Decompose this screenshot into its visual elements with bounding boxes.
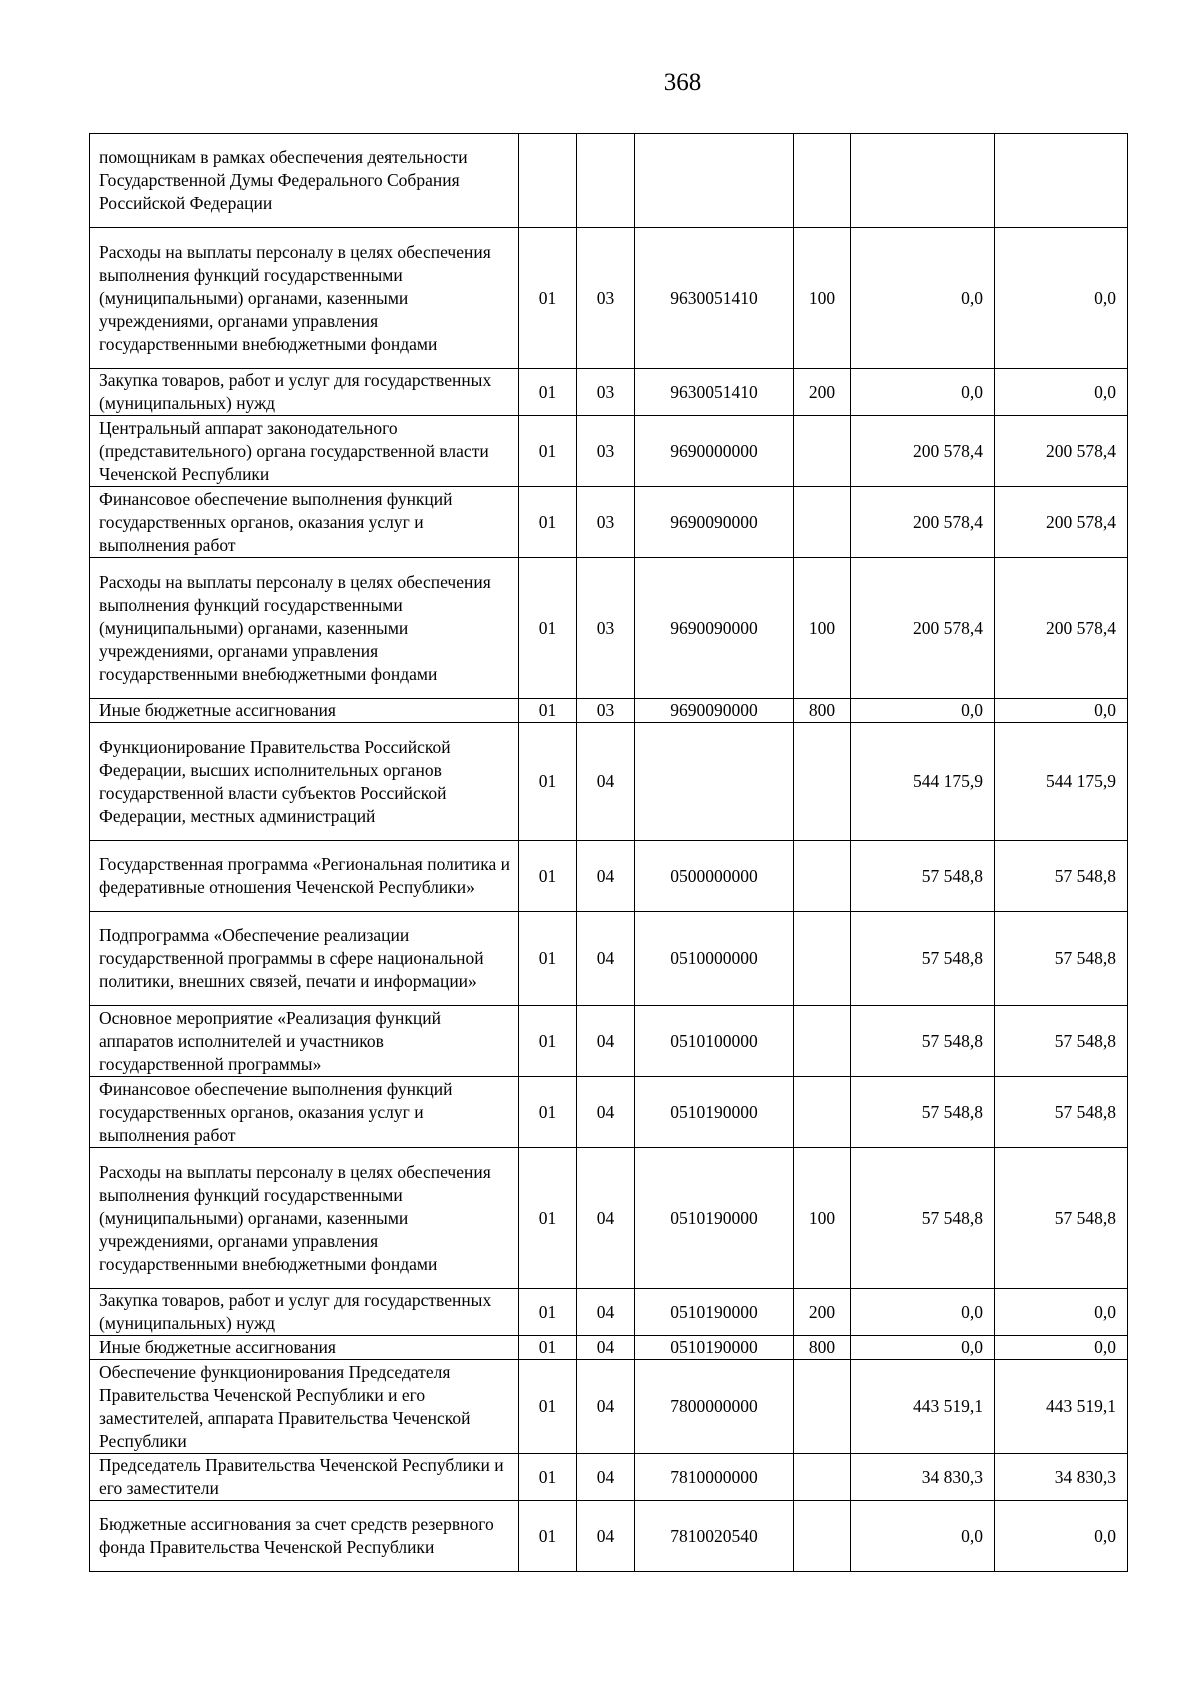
amount-year-1: 57 548,8	[851, 841, 995, 912]
expense-type-code: 800	[794, 1336, 851, 1360]
amount-year-1	[851, 134, 995, 228]
target-article-code: 9690000000	[635, 416, 794, 487]
amount-year-2: 57 548,8	[995, 841, 1128, 912]
amount-year-1: 0,0	[851, 1501, 995, 1572]
amount-year-1: 34 830,3	[851, 1454, 995, 1501]
expense-type-code	[794, 912, 851, 1006]
amount-year-1: 0,0	[851, 1289, 995, 1336]
table-row	[90, 699, 1128, 723]
section-code: 01	[519, 1006, 577, 1077]
row-description: Председатель Правительства Чеченской Республики и его заместители	[90, 1454, 519, 1501]
table-row	[90, 1077, 1128, 1148]
target-article-code: 9630051410	[635, 369, 794, 416]
target-article-code: 0510190000	[635, 1148, 794, 1289]
expense-type-code: 200	[794, 1289, 851, 1336]
page-number: 368	[663, 69, 702, 96]
amount-year-1: 0,0	[851, 1336, 995, 1360]
row-description: Расходы на выплаты персоналу в целях обеспечения выполнения функций государственными (муниципальными) органами, казенными учреждениями, органами управления государственными внебюджетными фондами	[90, 1148, 519, 1289]
section-code: 01	[519, 912, 577, 1006]
row-description: Подпрограмма «Обеспечение реализации государственной программы в сфере национальной политики, внешних связей, печати и информации»	[90, 912, 519, 1006]
amount-year-2: 0,0	[995, 1336, 1128, 1360]
target-article-code: 0510100000	[635, 1006, 794, 1077]
amount-year-1: 57 548,8	[851, 1077, 995, 1148]
expense-type-code: 200	[794, 369, 851, 416]
target-article-code: 9690090000	[635, 487, 794, 558]
table-body	[90, 134, 1128, 1572]
row-description: Закупка товаров, работ и услуг для государственных (муниципальных) нужд	[90, 369, 519, 416]
section-code: 01	[519, 699, 577, 723]
amount-year-1: 57 548,8	[851, 1148, 995, 1289]
subsection-code: 04	[577, 1006, 635, 1077]
subsection-code: 03	[577, 558, 635, 699]
table-row	[90, 1360, 1128, 1454]
section-code: 01	[519, 1501, 577, 1572]
row-description: Центральный аппарат законодательного (представительного) органа государственной власти Чеченской Республики	[90, 416, 519, 487]
table-row	[90, 723, 1128, 841]
amount-year-1: 0,0	[851, 228, 995, 369]
amount-year-1: 443 519,1	[851, 1360, 995, 1454]
expense-type-code	[794, 134, 851, 228]
row-description: Обеспечение функционирования Председателя Правительства Чеченской Республики и его заместителей, аппарата Правительства Чеченской Республики	[90, 1360, 519, 1454]
expense-type-code	[794, 723, 851, 841]
subsection-code: 04	[577, 1360, 635, 1454]
row-description: Иные бюджетные ассигнования	[90, 1336, 519, 1360]
amount-year-2: 200 578,4	[995, 416, 1128, 487]
expense-type-code: 100	[794, 228, 851, 369]
target-article-code	[635, 723, 794, 841]
subsection-code: 03	[577, 369, 635, 416]
section-code: 01	[519, 487, 577, 558]
row-description: Закупка товаров, работ и услуг для государственных (муниципальных) нужд	[90, 1289, 519, 1336]
subsection-code: 04	[577, 1336, 635, 1360]
amount-year-2: 57 548,8	[995, 1148, 1128, 1289]
amount-year-2: 544 175,9	[995, 723, 1128, 841]
section-code: 01	[519, 1336, 577, 1360]
table-row	[90, 134, 1128, 228]
row-description: Государственная программа «Региональная политика и федеративные отношения Чеченской Республики»	[90, 841, 519, 912]
subsection-code: 04	[577, 1148, 635, 1289]
expense-type-code	[794, 841, 851, 912]
subsection-code: 04	[577, 1077, 635, 1148]
subsection-code: 04	[577, 1454, 635, 1501]
target-article-code: 9630051410	[635, 228, 794, 369]
subsection-code: 03	[577, 228, 635, 369]
section-code: 01	[519, 1077, 577, 1148]
expense-type-code	[794, 487, 851, 558]
row-description: Иные бюджетные ассигнования	[90, 699, 519, 723]
target-article-code: 0500000000	[635, 841, 794, 912]
expense-type-code	[794, 1454, 851, 1501]
section-code: 01	[519, 841, 577, 912]
target-article-code: 0510190000	[635, 1077, 794, 1148]
amount-year-1: 57 548,8	[851, 1006, 995, 1077]
expense-type-code: 100	[794, 558, 851, 699]
amount-year-1: 0,0	[851, 699, 995, 723]
amount-year-1: 200 578,4	[851, 558, 995, 699]
expense-type-code: 100	[794, 1148, 851, 1289]
amount-year-2: 200 578,4	[995, 558, 1128, 699]
table-row	[90, 841, 1128, 912]
section-code: 01	[519, 1289, 577, 1336]
expense-type-code	[794, 416, 851, 487]
expense-type-code: 800	[794, 699, 851, 723]
amount-year-1: 544 175,9	[851, 723, 995, 841]
table-row	[90, 558, 1128, 699]
table-row	[90, 487, 1128, 558]
subsection-code	[577, 134, 635, 228]
amount-year-2: 443 519,1	[995, 1360, 1128, 1454]
target-article-code: 9690090000	[635, 699, 794, 723]
section-code	[519, 134, 577, 228]
expense-type-code	[794, 1360, 851, 1454]
amount-year-2: 0,0	[995, 369, 1128, 416]
amount-year-1: 200 578,4	[851, 416, 995, 487]
amount-year-2: 57 548,8	[995, 1077, 1128, 1148]
target-article-code	[635, 134, 794, 228]
amount-year-2: 0,0	[995, 228, 1128, 369]
subsection-code: 03	[577, 487, 635, 558]
amount-year-2: 0,0	[995, 1501, 1128, 1572]
expense-type-code	[794, 1006, 851, 1077]
amount-year-2: 0,0	[995, 1289, 1128, 1336]
target-article-code: 9690090000	[635, 558, 794, 699]
amount-year-2: 57 548,8	[995, 912, 1128, 1006]
subsection-code: 03	[577, 416, 635, 487]
amount-year-2: 34 830,3	[995, 1454, 1128, 1501]
table-row	[90, 1148, 1128, 1289]
section-code: 01	[519, 1360, 577, 1454]
subsection-code: 04	[577, 1289, 635, 1336]
expense-type-code	[794, 1501, 851, 1572]
subsection-code: 03	[577, 699, 635, 723]
table-row	[90, 416, 1128, 487]
amount-year-1: 57 548,8	[851, 912, 995, 1006]
row-description: Расходы на выплаты персоналу в целях обеспечения выполнения функций государственными (муниципальными) органами, казенными учреждениями, органами управления государственными внебюджетными фондами	[90, 228, 519, 369]
amount-year-2	[995, 134, 1128, 228]
budget-table	[89, 133, 1128, 1572]
subsection-code: 04	[577, 1501, 635, 1572]
row-description: Финансовое обеспечение выполнения функций государственных органов, оказания услуг и выполнения работ	[90, 487, 519, 558]
section-code: 01	[519, 228, 577, 369]
section-code: 01	[519, 558, 577, 699]
target-article-code: 0510000000	[635, 912, 794, 1006]
subsection-code: 04	[577, 723, 635, 841]
table-row	[90, 369, 1128, 416]
table-row	[90, 1336, 1128, 1360]
target-article-code: 7810020540	[635, 1501, 794, 1572]
section-code: 01	[519, 1148, 577, 1289]
subsection-code: 04	[577, 841, 635, 912]
amount-year-2: 200 578,4	[995, 487, 1128, 558]
section-code: 01	[519, 416, 577, 487]
amount-year-1: 0,0	[851, 369, 995, 416]
row-description: Функционирование Правительства Российской Федерации, высших исполнительных органов государственной власти субъектов Российской Федерации, местных администраций	[90, 723, 519, 841]
table-row	[90, 1501, 1128, 1572]
table-row	[90, 912, 1128, 1006]
section-code: 01	[519, 723, 577, 841]
amount-year-2: 57 548,8	[995, 1006, 1128, 1077]
subsection-code: 04	[577, 912, 635, 1006]
amount-year-2: 0,0	[995, 699, 1128, 723]
table-row	[90, 1289, 1128, 1336]
table-row	[90, 228, 1128, 369]
target-article-code: 7810000000	[635, 1454, 794, 1501]
table-row	[90, 1006, 1128, 1077]
section-code: 01	[519, 1454, 577, 1501]
target-article-code: 7800000000	[635, 1360, 794, 1454]
amount-year-1: 200 578,4	[851, 487, 995, 558]
row-description: Основное мероприятие «Реализация функций аппаратов исполнителей и участников государственной программы»	[90, 1006, 519, 1077]
row-description: Бюджетные ассигнования за счет средств резервного фонда Правительства Чеченской Республики	[90, 1501, 519, 1572]
row-description: Расходы на выплаты персоналу в целях обеспечения выполнения функций государственными (муниципальными) органами, казенными учреждениями, органами управления государственными внебюджетными фондами	[90, 558, 519, 699]
target-article-code: 0510190000	[635, 1289, 794, 1336]
table-row	[90, 1454, 1128, 1501]
expense-type-code	[794, 1077, 851, 1148]
target-article-code: 0510190000	[635, 1336, 794, 1360]
row-description: Финансовое обеспечение выполнения функций государственных органов, оказания услуг и выполнения работ	[90, 1077, 519, 1148]
section-code: 01	[519, 369, 577, 416]
row-description: помощникам в рамках обеспечения деятельности Государственной Думы Федерального Собрания Российской Федерации	[90, 134, 519, 228]
